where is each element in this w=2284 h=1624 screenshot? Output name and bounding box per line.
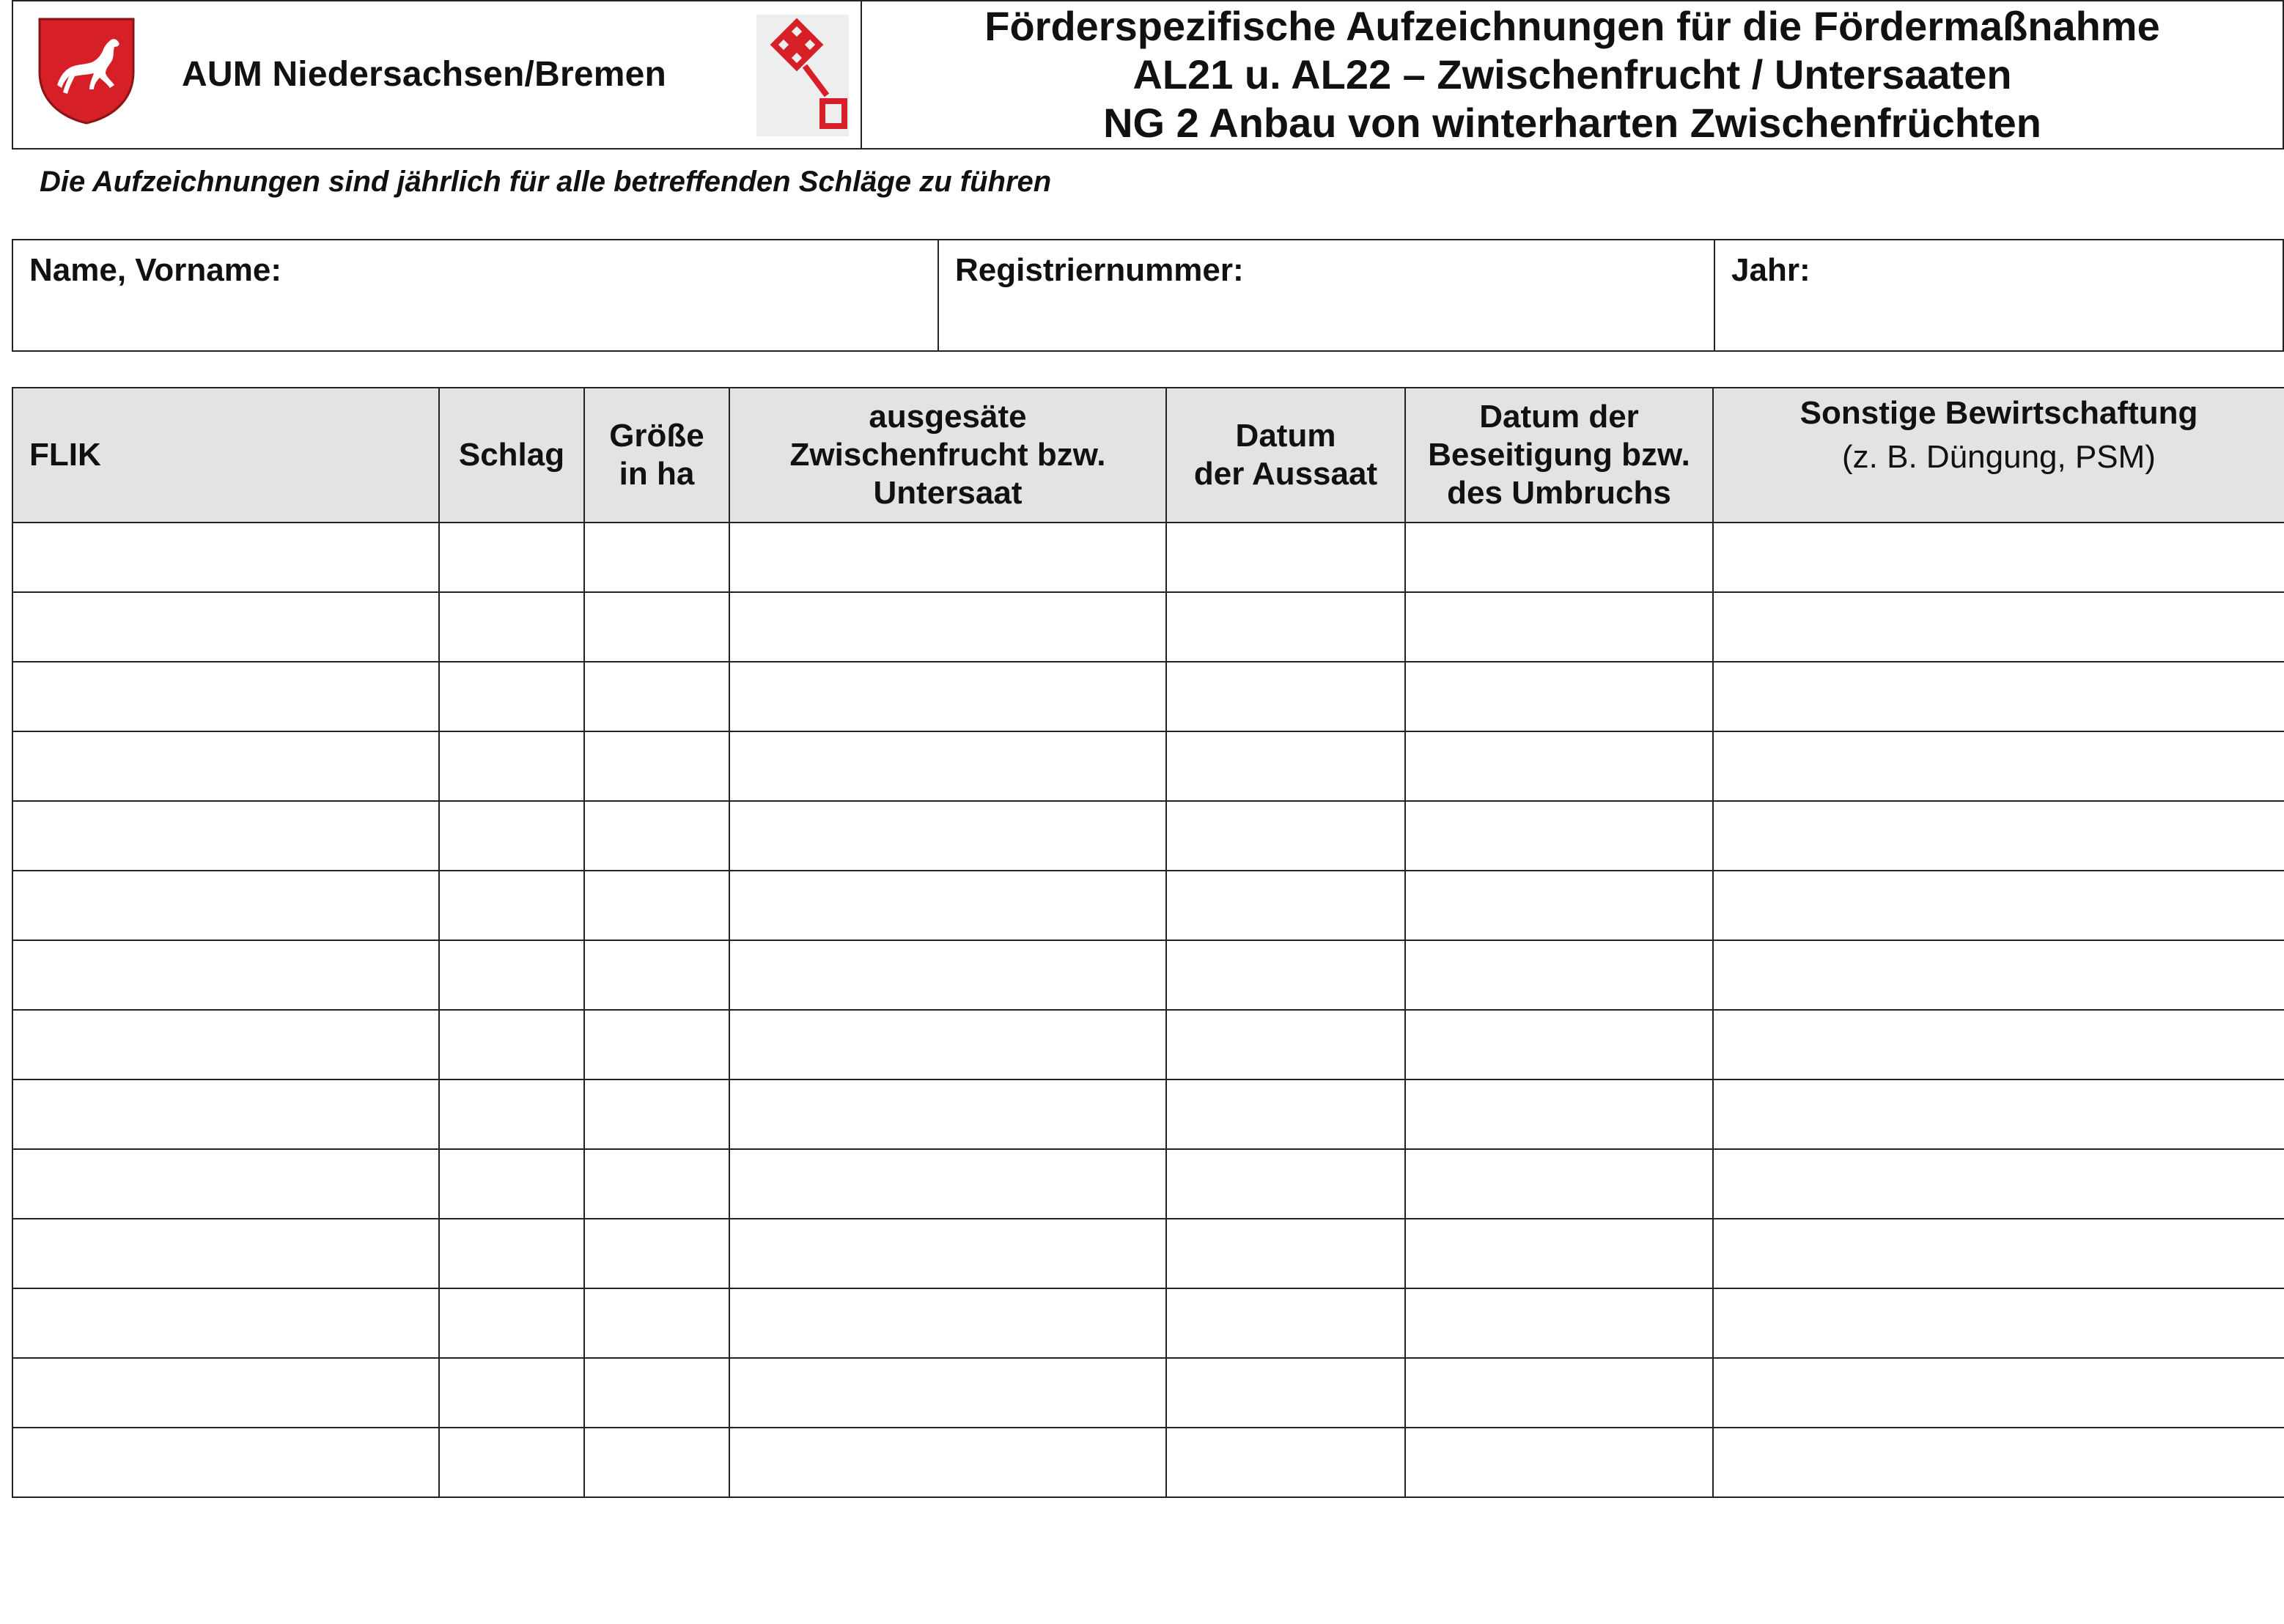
cell-sonstige[interactable] [1713,940,2284,1010]
cell-sonstige[interactable] [1713,523,2284,592]
table-row [12,731,2284,801]
table-row [12,1079,2284,1149]
cell-datum-umbruch[interactable] [1405,523,1713,592]
niedersachsen-horse-crest-icon [35,15,138,125]
info-fields [12,239,2284,352]
cell-flik[interactable] [12,1219,439,1288]
column-header-flik [12,388,439,523]
cell-datum-umbruch[interactable] [1405,871,1713,940]
cell-schlag[interactable] [439,871,584,940]
cell-datum-aussaat[interactable] [1166,592,1405,662]
table-row [12,1288,2284,1358]
cell-groesse[interactable] [584,1428,729,1497]
table-row [12,662,2284,731]
table-row [12,1428,2284,1497]
cell-flik[interactable] [12,1428,439,1497]
registration-number-field[interactable] [939,240,1715,350]
column-header-groesse-line-1: Größe [609,418,704,454]
column-header-flik-label: FLIK [29,437,101,473]
cell-schlag[interactable] [439,1149,584,1219]
form-title-line-1: Förderspezifische Aufzeichnungen für die Fördermaßnahme [984,3,2160,49]
cell-sonstige[interactable] [1713,801,2284,871]
cell-flik[interactable] [12,731,439,801]
cell-flik[interactable] [12,1149,439,1219]
cell-groesse[interactable] [584,871,729,940]
name-label: Name, Vorname: [29,252,281,288]
cell-datum-umbruch[interactable] [1405,592,1713,662]
cell-sonstige[interactable] [1713,1288,2284,1358]
cell-datum-aussaat[interactable] [1166,1288,1405,1358]
cell-datum-umbruch[interactable] [1405,801,1713,871]
cell-sonstige[interactable] [1713,871,2284,940]
column-header-datum-umbruch-line-2: Beseitigung bzw. [1428,437,1690,473]
cell-schlag[interactable] [439,731,584,801]
records-table [12,387,2284,1498]
cell-sonstige[interactable] [1713,592,2284,662]
cell-groesse[interactable] [584,1288,729,1358]
cell-datum-aussaat[interactable] [1166,1010,1405,1079]
cell-datum-umbruch[interactable] [1405,1288,1713,1358]
org-name: AUM Niedersachsen/Bremen [182,55,667,94]
cell-flik[interactable] [12,1358,439,1428]
bremen-key-crest-icon [756,15,849,136]
cell-groesse[interactable] [584,1358,729,1428]
name-field[interactable] [13,240,939,350]
table-row [12,940,2284,1010]
table-row [12,1358,2284,1428]
cell-flik[interactable] [12,662,439,731]
cell-flik[interactable] [12,940,439,1010]
cell-schlag[interactable] [439,1288,584,1358]
column-header-zwischenfrucht [729,388,1166,523]
cell-groesse[interactable] [584,1219,729,1288]
cell-datum-aussaat[interactable] [1166,1079,1405,1149]
cell-zwischenfrucht[interactable] [729,1079,1166,1149]
column-header-groesse [584,388,729,523]
column-header-datum-aussaat [1166,388,1405,523]
form-title-block [862,1,2283,148]
table-row [12,592,2284,662]
cell-datum-aussaat[interactable] [1166,1428,1405,1497]
cell-schlag[interactable] [439,1219,584,1288]
cell-zwischenfrucht[interactable] [729,1010,1166,1079]
cell-flik[interactable] [12,1010,439,1079]
cell-zwischenfrucht[interactable] [729,1428,1166,1497]
form-title-line-2: AL21 u. AL22 – Zwischenfrucht / Untersaaten [1132,51,2012,97]
column-header-datum-aussaat-line-1: Datum [1235,418,1336,454]
instruction-text: Die Aufzeichnungen sind jährlich für alle betreffenden Schläge zu führen [40,166,1052,198]
column-header-zwischenfrucht-line-3: Untersaat [873,475,1023,511]
cell-groesse[interactable] [584,940,729,1010]
year-field[interactable] [1715,240,2283,350]
cell-sonstige[interactable] [1713,1010,2284,1079]
cell-schlag[interactable] [439,662,584,731]
cell-groesse[interactable] [584,1079,729,1149]
cell-flik[interactable] [12,801,439,871]
cell-schlag[interactable] [439,523,584,592]
cell-sonstige[interactable] [1713,1219,2284,1288]
cell-schlag[interactable] [439,1428,584,1497]
cell-sonstige[interactable] [1713,731,2284,801]
year-label: Jahr: [1731,252,1810,288]
cell-datum-umbruch[interactable] [1405,1079,1713,1149]
cell-datum-aussaat[interactable] [1166,523,1405,592]
cell-zwischenfrucht[interactable] [729,1149,1166,1219]
cell-zwischenfrucht[interactable] [729,940,1166,1010]
cell-sonstige[interactable] [1713,1149,2284,1219]
cell-datum-umbruch[interactable] [1405,1219,1713,1288]
cell-sonstige[interactable] [1713,1428,2284,1497]
form-header [12,0,2284,150]
cell-datum-umbruch[interactable] [1405,1358,1713,1428]
cell-sonstige[interactable] [1713,1358,2284,1428]
column-header-datum-umbruch-line-3: des Umbruchs [1447,475,1671,511]
cell-flik[interactable] [12,523,439,592]
table-row [12,1010,2284,1079]
cell-flik[interactable] [12,1079,439,1149]
cell-groesse[interactable] [584,801,729,871]
cell-sonstige[interactable] [1713,1079,2284,1149]
cell-zwischenfrucht[interactable] [729,523,1166,592]
cell-datum-aussaat[interactable] [1166,801,1405,871]
cell-groesse[interactable] [584,523,729,592]
cell-zwischenfrucht[interactable] [729,1358,1166,1428]
cell-zwischenfrucht[interactable] [729,871,1166,940]
cell-datum-umbruch[interactable] [1405,731,1713,801]
column-header-zwischenfrucht-line-1: ausgesäte [869,399,1027,435]
column-header-sonstige [1713,388,2284,523]
column-header-datum-umbruch-line-1: Datum der [1479,399,1639,435]
cell-datum-aussaat[interactable] [1166,731,1405,801]
cell-datum-umbruch[interactable] [1405,1428,1713,1497]
cell-sonstige[interactable] [1713,662,2284,731]
cell-schlag[interactable] [439,1010,584,1079]
column-header-datum-umbruch [1405,388,1713,523]
cell-schlag[interactable] [439,1358,584,1428]
cell-groesse[interactable] [584,1010,729,1079]
cell-zwischenfrucht[interactable] [729,592,1166,662]
table-row [12,523,2284,592]
cell-datum-aussaat[interactable] [1166,662,1405,731]
cell-zwischenfrucht[interactable] [729,1288,1166,1358]
form-title-line-3: NG 2 Anbau von winterharten Zwischenfrüchten [1103,100,2041,146]
cell-zwischenfrucht[interactable] [729,731,1166,801]
column-header-groesse-line-2: in ha [619,456,695,492]
cell-zwischenfrucht[interactable] [729,662,1166,731]
table-row [12,871,2284,940]
cell-schlag[interactable] [439,592,584,662]
column-header-schlag-label: Schlag [458,437,565,473]
column-header-datum-aussaat-line-2: der Aussaat [1193,456,1378,492]
cell-flik[interactable] [12,871,439,940]
cell-datum-aussaat[interactable] [1166,1219,1405,1288]
cell-flik[interactable] [12,592,439,662]
cell-flik[interactable] [12,1288,439,1358]
registration-number-label: Registriernummer: [955,252,1244,288]
cell-schlag[interactable] [439,940,584,1010]
table-header-row [12,388,2284,523]
cell-groesse[interactable] [584,592,729,662]
table-row [12,1219,2284,1288]
cell-datum-umbruch[interactable] [1405,662,1713,731]
cell-datum-aussaat[interactable] [1166,940,1405,1010]
header-left-panel [13,1,862,148]
cell-datum-umbruch[interactable] [1405,1010,1713,1079]
table-row [12,801,2284,871]
cell-zwischenfrucht[interactable] [729,1219,1166,1288]
cell-datum-umbruch[interactable] [1405,1149,1713,1219]
cell-datum-aussaat[interactable] [1166,1149,1405,1219]
table-body [12,523,2284,1497]
cell-groesse[interactable] [584,662,729,731]
cell-groesse[interactable] [584,1149,729,1219]
column-header-sonstige-line-1: Sonstige Bewirtschaftung [1799,395,2198,431]
cell-datum-umbruch[interactable] [1405,940,1713,1010]
column-header-schlag [439,388,584,523]
cell-zwischenfrucht[interactable] [729,801,1166,871]
table-row [12,1149,2284,1219]
cell-datum-aussaat[interactable] [1166,1358,1405,1428]
cell-datum-aussaat[interactable] [1166,871,1405,940]
cell-groesse[interactable] [584,731,729,801]
cell-schlag[interactable] [439,801,584,871]
cell-schlag[interactable] [439,1079,584,1149]
column-header-sonstige-line-2: (z. B. Düngung, PSM) [1842,439,2156,475]
column-header-zwischenfrucht-line-2: Zwischenfrucht bzw. [789,437,1106,473]
